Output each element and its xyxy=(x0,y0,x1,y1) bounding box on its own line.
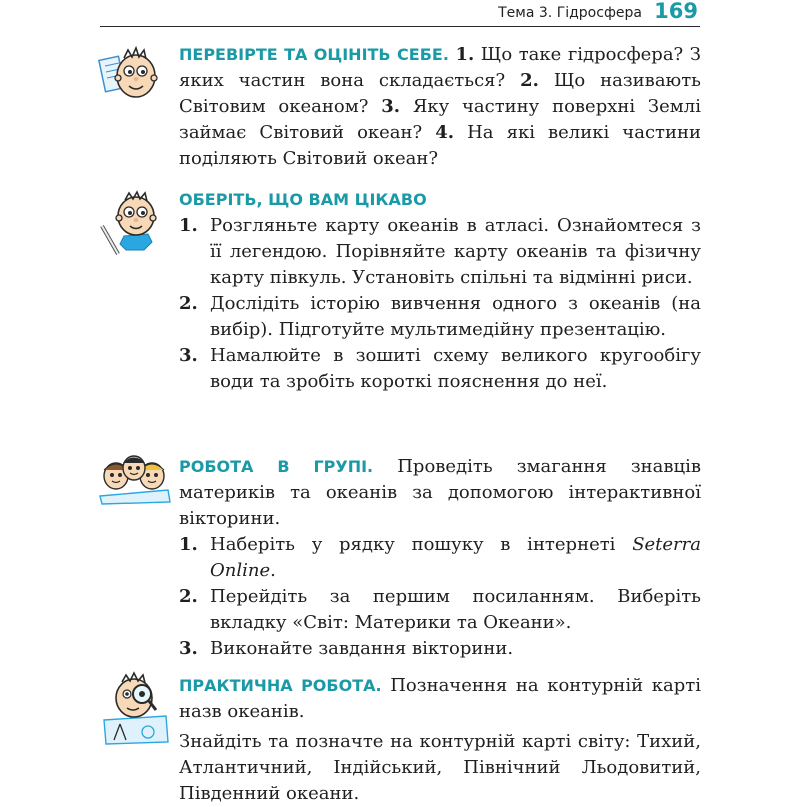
cartoon-boy-with-pencil-and-map-icon xyxy=(96,190,168,262)
task-list xyxy=(179,213,701,395)
item-text: Намалюйте в зошиті схему великого кругообігу води та зробіть короткі пояснення до неї. xyxy=(210,345,701,392)
question-number: 4. xyxy=(435,122,455,143)
item-text: Виконайте завдання вікторини. xyxy=(210,638,514,659)
group-work-intro: Проведіть змагання знавців материків та океанів за допомогою інтерактивної вікторини. xyxy=(179,456,702,529)
item-text-end: . xyxy=(270,560,276,581)
choose-interest-heading: ОБЕРІТЬ, ЩО ВАМ ЦІКАВО xyxy=(179,190,427,209)
list-item xyxy=(179,343,701,395)
self-check-section xyxy=(179,42,701,172)
cartoon-boy-with-notepad-icon xyxy=(96,44,168,116)
self-check-heading: ПЕРЕВІРТЕ ТА ОЦІНІТЬ СЕБЕ. xyxy=(179,45,449,64)
question-3: Яку частину поверхні Землі займає Світовий океан? xyxy=(179,96,701,143)
question-number: 1. xyxy=(455,44,475,65)
question-number: 2. xyxy=(520,70,539,91)
page-header xyxy=(100,0,700,27)
list-item xyxy=(179,213,701,291)
choose-interest-section xyxy=(179,187,701,395)
item-text: Дослідіть історію вивчення одного з океанів (на вибір). Підготуйте мультимедійну презентацію. xyxy=(210,293,701,340)
group-work-heading: РОБОТА В ГРУПІ. xyxy=(179,457,374,476)
item-number: 3. xyxy=(179,345,198,366)
question-4: На які великі частини поділяють Світовий океан? xyxy=(179,122,701,169)
item-text: Перейдіть за першим посиланням. Виберіть вкладку «Світ: Материки та Океани». xyxy=(210,586,701,633)
item-text: Розгляньте карту океанів в атласі. Ознайомтеся з її легендою. Порівняйте карту океанів та фізичну карту півкуль. Установіть спільні та відмінні риси. xyxy=(210,215,701,288)
practical-work-intro: Позначення на контурній карті назв океанів. xyxy=(179,675,701,722)
group-work-section xyxy=(179,454,701,662)
item-number: 2. xyxy=(179,586,198,607)
question-number: 3. xyxy=(381,96,400,117)
question-2: Що називають Світовим океаном? xyxy=(179,70,701,117)
question-1: Що таке гідросфера? З яких частин вона складається? xyxy=(179,44,701,91)
cartoon-children-group-icon xyxy=(96,450,172,506)
item-number: 2. xyxy=(179,293,198,314)
item-number: 1. xyxy=(179,215,198,236)
practical-work-section xyxy=(179,673,701,807)
list-item xyxy=(179,636,701,662)
practical-work-body: Знайдіть та позначте на контурній карті світу: Тихий, Атлантичний, Індійський, Північний Льодовитий, Південний океани. xyxy=(179,731,701,804)
website-name: Seterra Online xyxy=(210,534,701,581)
cartoon-boy-with-magnifier-icon xyxy=(96,670,172,746)
running-title: Тема 3. Гідросфера xyxy=(498,5,642,21)
item-number: 1. xyxy=(179,534,198,555)
list-item xyxy=(179,584,701,636)
list-item xyxy=(179,291,701,343)
page-number: 169 xyxy=(654,0,698,23)
item-text: Наберіть у рядку пошуку в інтернеті xyxy=(210,534,616,555)
task-list xyxy=(179,532,701,662)
list-item xyxy=(179,532,701,584)
item-number: 3. xyxy=(179,638,198,659)
practical-work-heading: ПРАКТИЧНА РОБОТА. xyxy=(179,676,382,695)
